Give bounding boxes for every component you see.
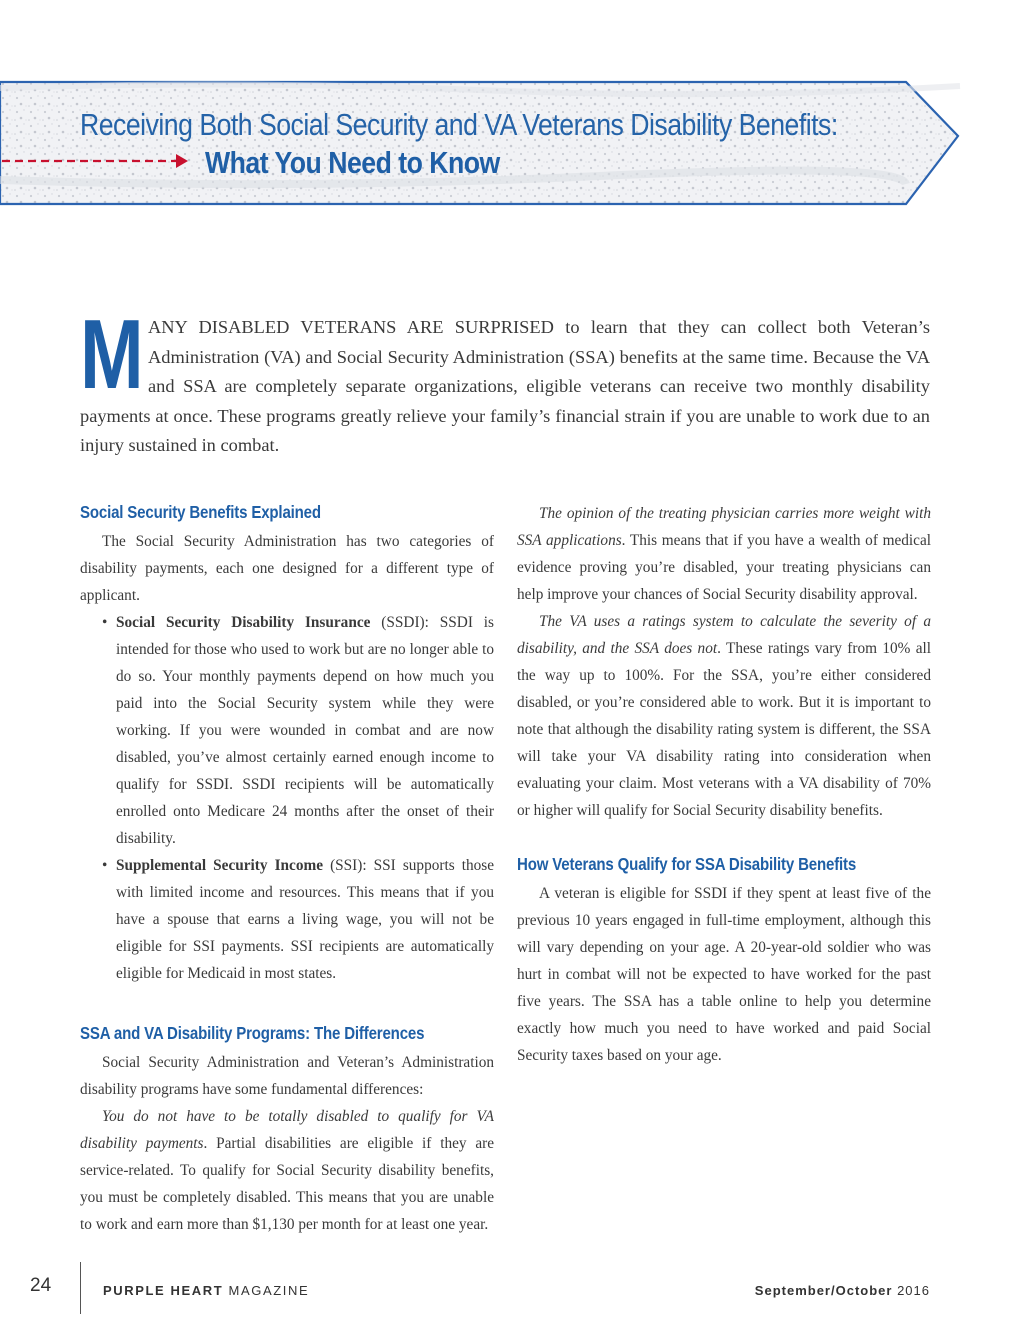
section2-para4-text: . These ratings vary from 10% all the way up to 100%. For the SSA, you’re either considered disabled, or you’re considered able to work. But it is important to note that although the disability rating system is different, the SSA will take your VA disability rating into consideration when evaluating your claim. Most veterans with a VA disability of 70% or higher will qualify for Social Security disability benefits. bbox=[517, 640, 931, 819]
article-title-line2: What You Need to Know bbox=[205, 145, 500, 180]
section2-para3-text: . This means that if you have a wealth of medical evidence proving you’re disabled, your treating physicians can help improve your chances of Social Security disability approval. bbox=[517, 532, 931, 603]
magazine-name bbox=[103, 1283, 309, 1298]
section3-paragraph: A veteran is eligible for SSDI if they spent at least five of the previous 10 years engaged in full-time employment, although this will vary depending on your age. A 20-year-old soldier who was hurt in combat will not be expected to have worked for the past five years. The SSA has a table online to help you determine exactly how much you need to have worked and paid Social Security taxes based on your age. bbox=[517, 885, 931, 1064]
section-heading-benefits-explained: Social Security Benefits Explained bbox=[80, 502, 321, 522]
intro-lead-caps: ANY DISABLED VETERANS ARE SURPRISED bbox=[148, 317, 554, 337]
list-item-ssdi bbox=[116, 609, 494, 852]
ssi-text: (SSI): SSI supports those with limited income and resources. This means that if you have a spouse that earns a living wage, you will not be eligible for SSI payments. SSI recipients are automatically eligible for Medicaid in most states. bbox=[116, 857, 494, 982]
issue-year: 2016 bbox=[892, 1283, 930, 1298]
banner-background bbox=[0, 80, 962, 208]
intro-paragraph bbox=[80, 299, 931, 461]
ssdi-text: (SSDI): SSDI is intended for those who used to work but are no longer able to do so. Your monthly payments depend on how much you paid into the Social Security system while they were working. If you were wounded in combat and are now disabled, you’ve almost certainly earned enough income to qualify for SSDI. SSDI recipients will be automatically enrolled onto Medicare 24 months after the onset of their disability. bbox=[116, 614, 494, 847]
section2-paragraph-2 bbox=[80, 1103, 494, 1238]
section1-paragraph: The Social Security Administration has two categories of disability payments, each one designed for a different type of applicant. bbox=[80, 533, 494, 604]
list-item-ssi bbox=[116, 852, 494, 987]
drop-cap: M bbox=[80, 299, 144, 409]
dashed-arrow-icon bbox=[0, 152, 200, 170]
ssdi-term: Social Security Disability Insurance bbox=[116, 614, 371, 631]
magazine-name-rest: MAGAZINE bbox=[223, 1283, 310, 1298]
left-column bbox=[80, 500, 494, 1238]
page-number: 24 bbox=[30, 1275, 52, 1296]
section2-paragraph-3 bbox=[517, 500, 931, 608]
magazine-name-bold: PURPLE HEART bbox=[103, 1283, 224, 1298]
issue-date bbox=[755, 1283, 930, 1298]
title-banner bbox=[0, 80, 962, 208]
section2-para2-text: . Partial disabilities are eligible if they are service-related. To qualify for Social Security disability benefits, you must be completely disabled. This means that you are unable to work and earn more than $1,130 per month for at least one year. bbox=[80, 1135, 494, 1233]
section2-paragraph-4 bbox=[517, 608, 931, 824]
footer-divider bbox=[80, 1262, 81, 1314]
right-column bbox=[517, 500, 931, 1069]
section2-para4-italic: The VA uses a ratings system to calculate the severity of a disability, and the SSA does not bbox=[517, 613, 931, 657]
section-heading-differences: SSA and VA Disability Programs: The Differences bbox=[80, 1023, 425, 1043]
section-heading-how-veterans-qualify: How Veterans Qualify for SSA Disability Benefits bbox=[517, 854, 857, 874]
benefit-types-list bbox=[80, 609, 494, 987]
section2-para2-italic: You do not have to be totally disabled to qualify for VA disability payments bbox=[80, 1108, 494, 1152]
section2-paragraph-1: Social Security Administration and Veteran’s Administration disability programs have some fundamental differences: bbox=[80, 1054, 494, 1098]
intro-text: to learn that they can collect both Veteran’s Administration (VA) and Social Security Administration (SSA) benefits at the same time. Because the VA and SSA are completely separate organizations, eligible veterans can receive two monthly disability payments at once. These programs greatly relieve your family’s financial strain if you are unable to work due to an injury sustained in combat. bbox=[80, 317, 931, 455]
ssi-term: Supplemental Security Income bbox=[116, 857, 324, 874]
section2-para3-italic: The opinion of the treating physician carries more weight with SSA applications bbox=[517, 505, 931, 549]
article-title-line1: Receiving Both Social Security and VA Veterans Disability Benefits: bbox=[80, 107, 838, 142]
issue-months: September/October bbox=[754, 1283, 893, 1298]
